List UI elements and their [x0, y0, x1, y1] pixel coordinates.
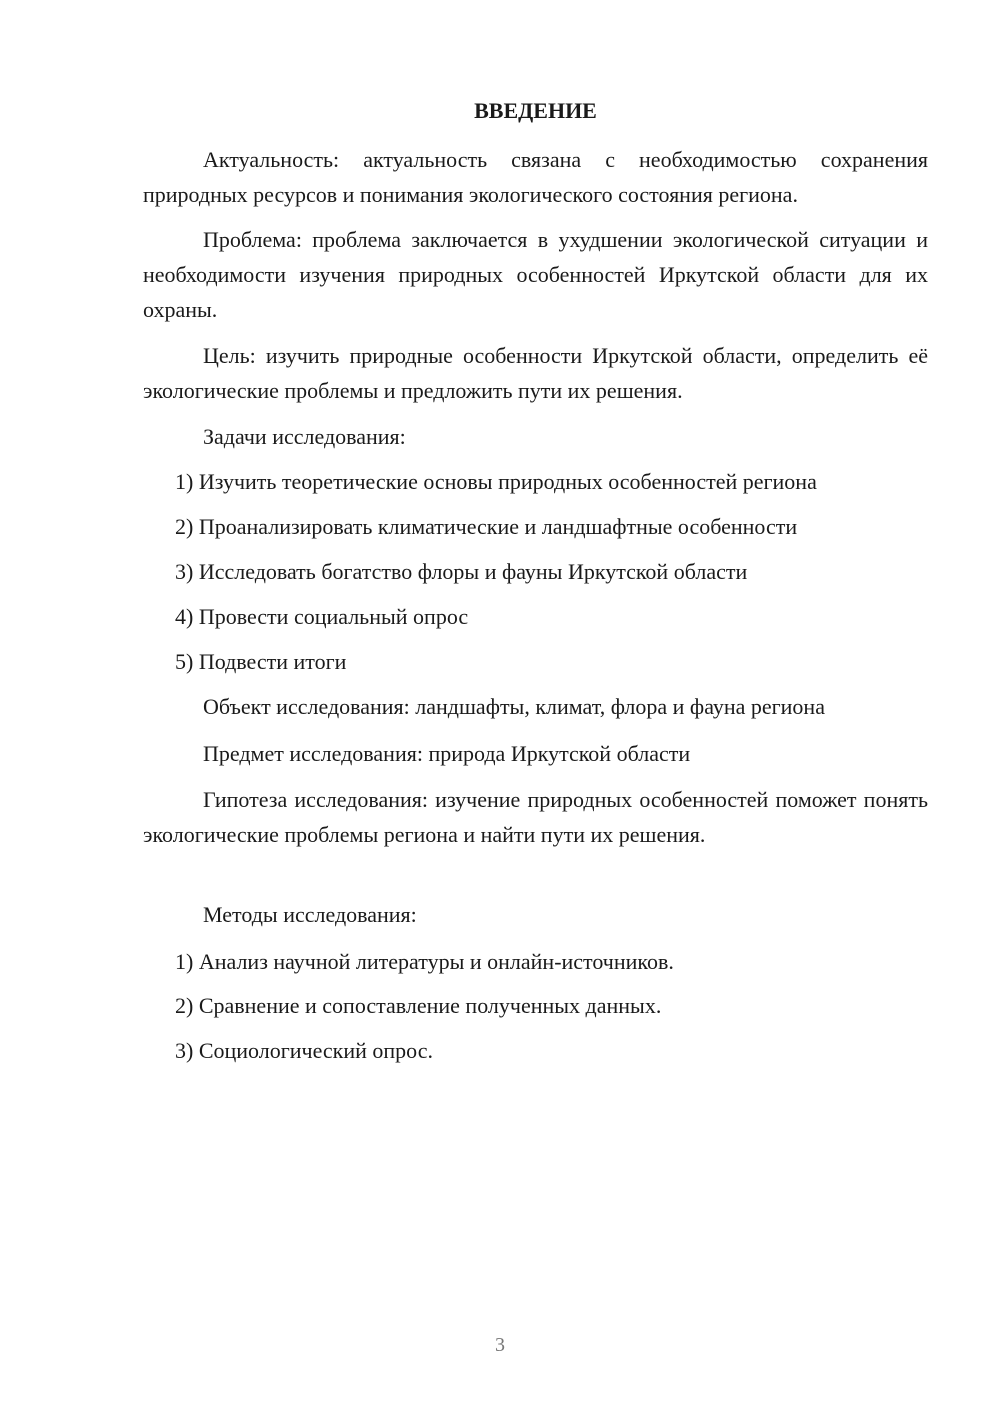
object-paragraph: Объект исследования: ландшафты, климат, флора и фауна региона	[203, 694, 825, 719]
page-number: 3	[495, 1334, 505, 1356]
task-item: 1) Изучить теоретические основы природных особенностей региона	[175, 469, 817, 494]
problem-paragraph: Проблема: проблема заключается в ухудшении экологической ситуации и необходимости изучения природных особенностей Иркутской области для их охраны.	[143, 227, 928, 322]
method-item: 3) Социологический опрос.	[175, 1038, 433, 1063]
task-item: 3) Исследовать богатство флоры и фауны Иркутской области	[175, 559, 748, 584]
document-page	[143, 0, 928, 1414]
subject-paragraph: Предмет исследования: природа Иркутской области	[203, 741, 691, 766]
task-item: 5) Подвести итоги	[175, 649, 347, 674]
task-item: 2) Проанализировать климатические и ландшафтные особенности	[175, 514, 798, 539]
relevance-paragraph: Актуальность: актуальность связана с необходимостью сохранения природных ресурсов и понимания экологического состояния региона.	[143, 147, 928, 207]
section-title: ВВЕДЕНИЕ	[474, 98, 597, 123]
methods-heading: Методы исследования:	[203, 902, 417, 927]
method-item: 2) Сравнение и сопоставление полученных данных.	[175, 993, 662, 1018]
tasks-heading: Задачи исследования:	[203, 424, 406, 449]
task-item: 4) Провести социальный опрос	[175, 604, 469, 629]
goal-paragraph: Цель: изучить природные особенности Иркутской области, определить её экологические проблемы и предложить пути их решения.	[143, 343, 928, 403]
hypothesis-paragraph: Гипотеза исследования: изучение природных особенностей поможет понять экологические проблемы региона и найти пути их решения.	[143, 787, 928, 847]
method-item: 1) Анализ научной литературы и онлайн-источников.	[175, 949, 674, 974]
